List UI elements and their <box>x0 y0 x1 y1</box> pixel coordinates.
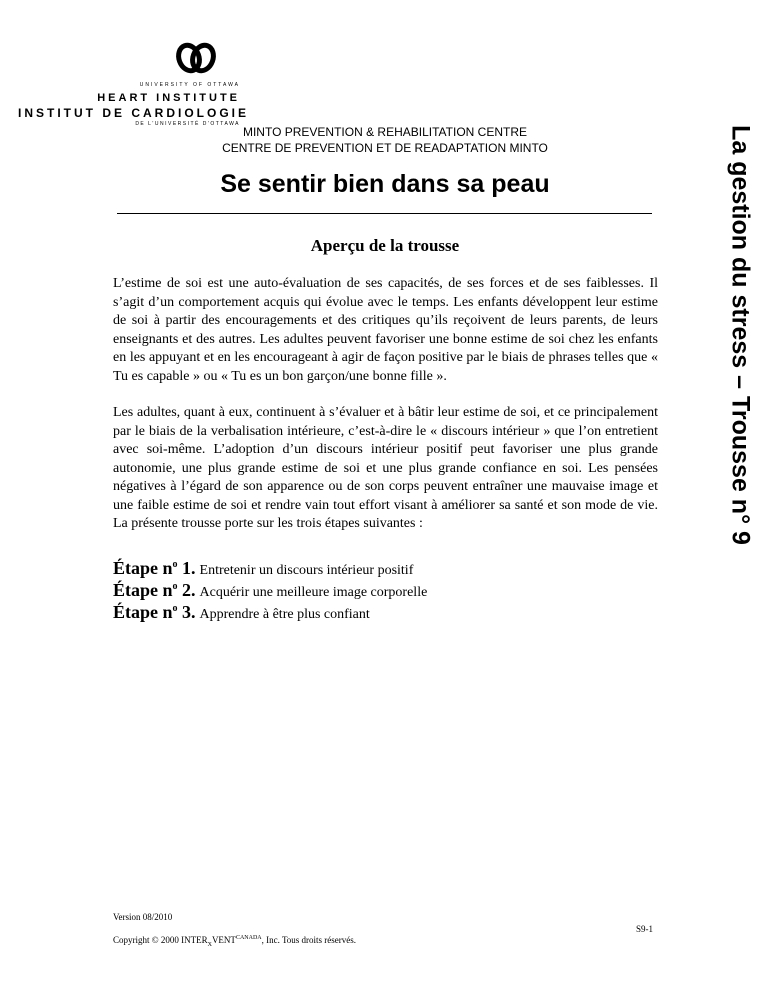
intro-paragraph: L’estime de soi est une auto-évaluation de ses capacités, de ses forces et de ses faiblesses. Il s’agit d’un comportement acquis qui évolue avec le temps. Les enfants développent leur estime de soi à partir des encouragements et des critiques qu’ils reçoivent de leurs parents, de leurs enseignants et des autres. Les adultes peuvent favoriser une bonne estime de soi chez les enfants en les appuyant et en les encourageant à agir de façon positive par le biais de phrases telles que « Tu es capable » ou « Tu es un bon garçon/une bonne fille ». <box>113 276 658 384</box>
step-item <box>113 580 658 602</box>
copyright-notice: Copyright © 2000 $INTER_XVENT^{CANADA}$, Inc. Tous droits réservés. <box>113 935 357 948</box>
page-number: S9-1 <box>636 924 654 934</box>
logo-heart-institute-line: HEART INSTITUTE <box>97 92 240 104</box>
step-text: Acquérir une meilleure image corporelle <box>199 585 428 600</box>
step-item <box>113 602 658 624</box>
step-label: Étape $n^o$ 1. <box>113 558 196 578</box>
steps-list <box>113 558 658 624</box>
centre-name-en: MINTO PREVENTION & REHABILITATION CENTRE <box>242 125 528 139</box>
step-label: Étape $n^o$ 3. <box>113 602 196 622</box>
logo-universite-line: DE L'UNIVERSITÉ D'OTTAWA <box>135 121 240 127</box>
side-title-banner <box>726 90 754 580</box>
body-paragraph: Les adultes, quant à eux, continuent à s’évaluer et à bâtir leur estime de soi, et ce principalement par le biais de la verbalisation intérieure, c’est-à-dire le « discours intérieur » que l’on entretient avec soi-même. L’adoption d’un discours intérieur positif peut favoriser une plus grande autonomie, une plus grande estime de soi et une plus grande confiance en soi. Les pensées négatives à l’égard de son apparence ou de son corps peuvent entraîner une mauvaise image et une faible estime de soi et rendre vain tout effort visant à améliorer sa santé et son mode de vie. La présente trousse porte sur les trois étapes suivantes : <box>113 405 658 531</box>
document-title: Se sentir bien dans sa peau <box>220 170 550 198</box>
step-item <box>113 558 658 580</box>
logo-university-line: UNIVERSITY OF OTTAWA <box>139 82 240 88</box>
heart-institute-logo <box>18 40 248 135</box>
step-text: Entretenir un discours intérieur positif <box>199 563 414 578</box>
section-heading: Aperçu de la trousse <box>310 236 460 255</box>
step-text: Apprendre à être plus confiant <box>199 607 370 622</box>
heart-logo-icon <box>175 40 217 76</box>
title-divider <box>117 213 652 214</box>
step-label: Étape $n^o$ 2. <box>113 580 196 600</box>
version-label: Version 08/2010 <box>113 912 173 922</box>
centre-name-fr: CENTRE DE PREVENTION ET DE READAPTATION MINTO <box>222 141 548 155</box>
logo-institut-line: INSTITUT DE CARDIOLOGIE <box>18 106 249 120</box>
side-title: La gestion du stress – Trousse n° 9 <box>726 125 755 545</box>
